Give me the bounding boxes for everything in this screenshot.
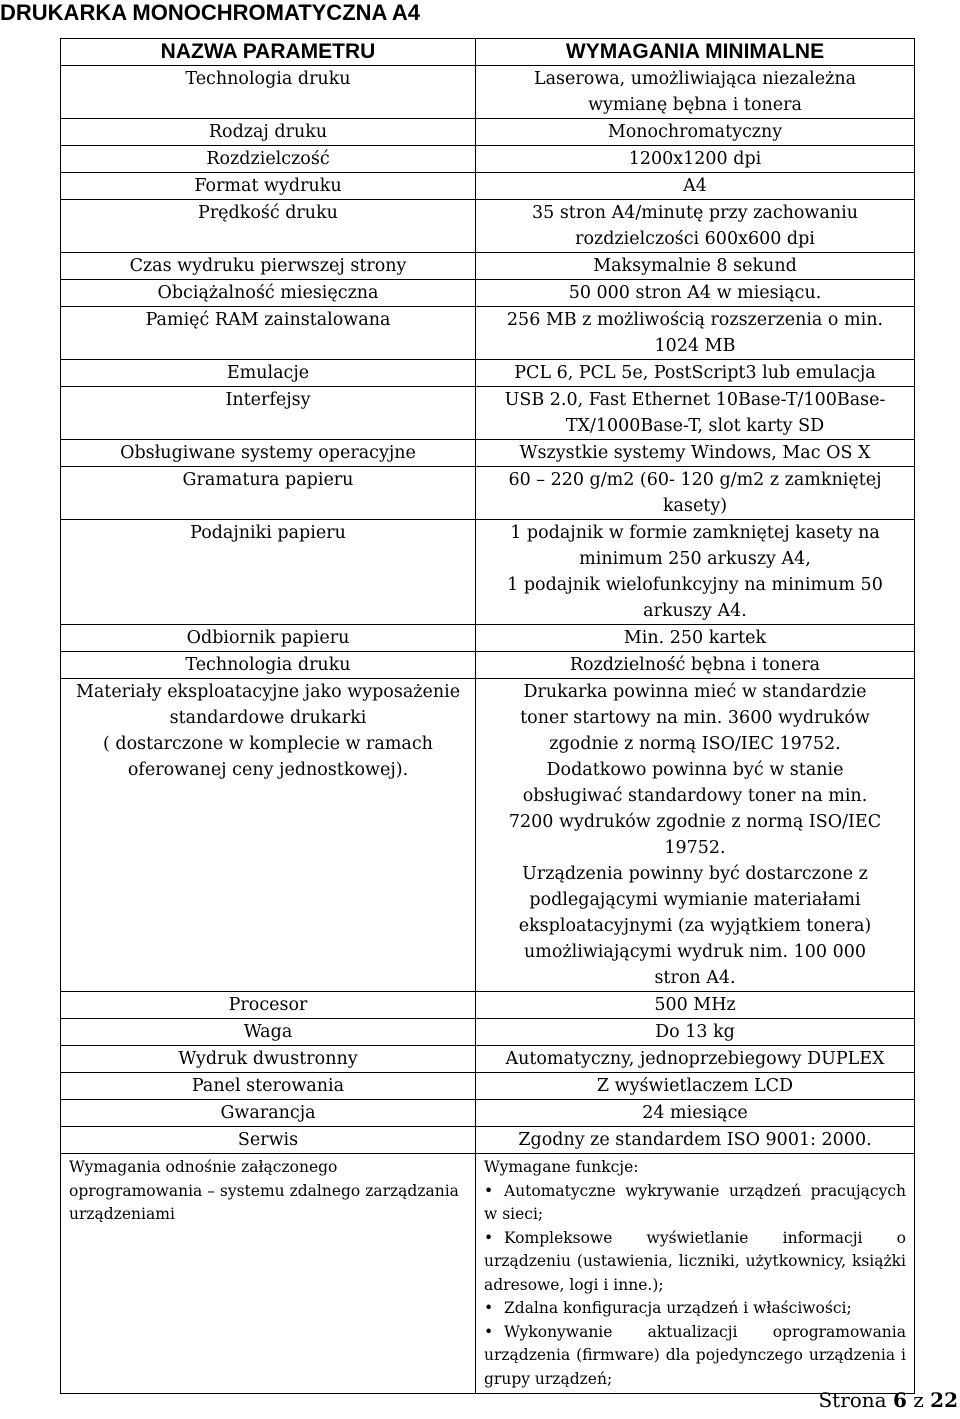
requirement-text: 1 podajnik wielofunkcyjny na minimum 50 bbox=[507, 575, 883, 595]
parameter-text: Interfejsy bbox=[225, 390, 311, 410]
requirement-text: 256 MB z możliwością rozszerzenia o min. bbox=[506, 310, 884, 330]
table-row bbox=[61, 520, 915, 625]
function-text: Zdalna konfiguracja urządzeń i właściwości; bbox=[504, 1299, 852, 1317]
parameter-name-cell bbox=[61, 992, 476, 1019]
function-text: Wykonywanie aktualizacji oprogramowania urządzenia (firmware) dla pojedynczego urządzenia i grupy urządzeń; bbox=[484, 1322, 906, 1388]
parameter-text: Serwis bbox=[237, 1130, 299, 1150]
requirement-text: rozdzielczości 600x600 dpi bbox=[575, 229, 815, 249]
requirements-table bbox=[60, 38, 915, 1394]
parameter-name-cell bbox=[61, 625, 476, 652]
page-total: 22 bbox=[930, 1388, 958, 1412]
requirement-cell bbox=[476, 307, 915, 360]
table-row bbox=[61, 652, 915, 679]
table-row bbox=[61, 387, 915, 440]
parameter-text: Technologia druku bbox=[185, 655, 351, 675]
parameter-text: Pamięć RAM zainstalowana bbox=[145, 310, 391, 330]
parameter-name-cell bbox=[61, 387, 476, 440]
table-row bbox=[61, 146, 915, 173]
requirement-text: toner startowy na min. 3600 wydruków bbox=[520, 708, 870, 728]
parameter-text: Odbiornik papieru bbox=[186, 628, 350, 648]
requirement-cell bbox=[476, 119, 915, 146]
parameter-name-cell bbox=[61, 1046, 476, 1073]
parameter-name-cell bbox=[61, 253, 476, 280]
table-row bbox=[61, 280, 915, 307]
requirement-cell bbox=[476, 992, 915, 1019]
page-number: 6 bbox=[892, 1388, 907, 1412]
requirement-cell bbox=[476, 1046, 915, 1073]
software-requirements-label: Wymagania odnośnie załączonego oprogramowania – systemu zdalnego zarządzania urządzeniami bbox=[61, 1154, 476, 1394]
bullet-icon: • bbox=[484, 1228, 494, 1247]
requirement-cell bbox=[476, 200, 915, 253]
table-row bbox=[61, 307, 915, 360]
parameter-name-cell bbox=[61, 173, 476, 200]
requirement-text: Monochromatyczny bbox=[607, 122, 783, 142]
requirement-text: USB 2.0, Fast Ethernet 10Base-T/100Base- bbox=[504, 390, 886, 410]
table-row bbox=[61, 679, 915, 992]
software-requirements-row bbox=[61, 1154, 915, 1394]
parameter-name-cell bbox=[61, 307, 476, 360]
function-list-item bbox=[484, 1227, 906, 1298]
table-header-row bbox=[61, 39, 915, 66]
requirement-cell bbox=[476, 1100, 915, 1127]
table-row bbox=[61, 1100, 915, 1127]
table-row bbox=[61, 119, 915, 146]
table-row bbox=[61, 253, 915, 280]
requirement-text: obsługiwać standardowy toner na min. bbox=[522, 786, 868, 806]
parameter-text: Materiały eksploatacyjne jako wyposażenie bbox=[75, 682, 461, 702]
table-row bbox=[61, 1127, 915, 1154]
table-row bbox=[61, 467, 915, 520]
bullet-icon: • bbox=[484, 1322, 494, 1341]
requirement-text: Z wyświetlaczem LCD bbox=[596, 1076, 794, 1096]
parameter-text: Obsługiwane systemy operacyjne bbox=[120, 443, 416, 463]
requirement-text: 1024 MB bbox=[654, 336, 736, 356]
requirement-cell bbox=[476, 280, 915, 307]
parameter-name-cell bbox=[61, 280, 476, 307]
requirement-text: Zgodny ze standardem ISO 9001: 2000. bbox=[518, 1130, 872, 1150]
requirement-text: Maksymalnie 8 sekund bbox=[593, 256, 797, 276]
requirement-text: Do 13 kg bbox=[655, 1022, 735, 1042]
requirement-text: Min. 250 kartek bbox=[623, 628, 767, 648]
parameter-name-cell bbox=[61, 1019, 476, 1046]
parameter-name-cell bbox=[61, 679, 476, 992]
parameter-text: Technologia druku bbox=[185, 69, 351, 89]
parameter-text: oferowanej ceny jednostkowej). bbox=[127, 760, 409, 780]
parameter-name-cell bbox=[61, 66, 476, 119]
table-row bbox=[61, 66, 915, 119]
parameter-text: Procesor bbox=[228, 995, 308, 1015]
requirement-cell bbox=[476, 1127, 915, 1154]
requirement-text: 500 MHz bbox=[654, 995, 736, 1015]
parameter-name-cell bbox=[61, 200, 476, 253]
parameter-text: Wydruk dwustronny bbox=[178, 1049, 358, 1069]
requirement-cell bbox=[476, 360, 915, 387]
requirement-text: 24 miesiące bbox=[642, 1103, 748, 1123]
header-parameter-name: NAZWA PARAMETRU bbox=[61, 39, 476, 66]
table-row bbox=[61, 1073, 915, 1100]
function-list-item bbox=[484, 1180, 906, 1227]
requirement-cell bbox=[476, 679, 915, 992]
requirement-text: Dodatkowo powinna być w stanie bbox=[546, 760, 844, 780]
page-label: Strona bbox=[818, 1388, 887, 1412]
table-row bbox=[61, 1046, 915, 1073]
header-minimum-requirements: WYMAGANIA MINIMALNE bbox=[476, 39, 915, 66]
function-text: Kompleksowe wyświetlanie informacji o urządzeniu (ustawienia, liczniki, użytkownicy, książki adresowe, logi i inne.); bbox=[484, 1228, 906, 1294]
requirement-text: podlegającymi wymianie materiałami bbox=[529, 890, 861, 910]
parameter-text: standardowe drukarki bbox=[169, 708, 367, 728]
page-separator: z bbox=[913, 1388, 924, 1412]
requirement-text: kasety) bbox=[662, 496, 728, 516]
requirement-cell bbox=[476, 173, 915, 200]
requirement-text: 19752. bbox=[664, 838, 726, 858]
page-footer bbox=[818, 1388, 958, 1412]
requirement-text: 35 stron A4/minutę przy zachowaniu bbox=[532, 203, 858, 223]
requirement-cell bbox=[476, 387, 915, 440]
functions-title: Wymagane funkcje: bbox=[484, 1158, 639, 1176]
bullet-icon: • bbox=[484, 1299, 494, 1317]
requirement-cell bbox=[476, 625, 915, 652]
table-row bbox=[61, 360, 915, 387]
table-row bbox=[61, 992, 915, 1019]
parameter-name-cell bbox=[61, 520, 476, 625]
parameter-text: Czas wydruku pierwszej strony bbox=[129, 256, 407, 276]
requirement-text: stron A4. bbox=[654, 968, 736, 988]
parameter-text: Gramatura papieru bbox=[182, 470, 354, 490]
parameter-text: Panel sterowania bbox=[191, 1076, 345, 1096]
requirement-text: Laserowa, umożliwiająca niezależna bbox=[533, 69, 857, 89]
table-row bbox=[61, 440, 915, 467]
requirement-text: 7200 wydruków zgodnie z normą ISO/IEC bbox=[508, 812, 882, 832]
parameter-text: Waga bbox=[243, 1022, 293, 1042]
requirement-cell bbox=[476, 520, 915, 625]
parameter-name-cell bbox=[61, 467, 476, 520]
requirement-text: Drukarka powinna mieć w standardzie bbox=[523, 682, 867, 702]
table-row bbox=[61, 1019, 915, 1046]
parameter-name-cell bbox=[61, 652, 476, 679]
requirement-text: Wszystkie systemy Windows, Mac OS X bbox=[519, 443, 871, 463]
requirement-text: 50 000 stron A4 w miesiącu. bbox=[568, 283, 822, 303]
parameter-name-cell bbox=[61, 1073, 476, 1100]
parameter-text: Prędkość druku bbox=[198, 203, 338, 223]
parameter-text: Rodzaj druku bbox=[208, 122, 328, 142]
parameter-text: Gwarancja bbox=[220, 1103, 316, 1123]
function-list-item bbox=[484, 1321, 906, 1392]
requirement-cell bbox=[476, 1073, 915, 1100]
requirement-cell bbox=[476, 467, 915, 520]
requirement-cell bbox=[476, 1019, 915, 1046]
requirement-text: 60 – 220 g/m2 (60- 120 g/m2 z zamkniętej bbox=[508, 470, 882, 490]
parameter-name-cell bbox=[61, 1100, 476, 1127]
function-text: Automatyczne wykrywanie urządzeń pracujących w sieci; bbox=[484, 1181, 906, 1223]
requirement-text: zgodnie z normą ISO/IEC 19752. bbox=[549, 734, 841, 754]
table-row bbox=[61, 173, 915, 200]
requirement-text: wymianę bębna i tonera bbox=[588, 95, 802, 115]
parameter-name-cell bbox=[61, 360, 476, 387]
requirement-text: Rozdzielność bębna i tonera bbox=[569, 655, 821, 675]
bullet-icon: • bbox=[484, 1181, 494, 1200]
requirement-text: TX/1000Base-T, slot karty SD bbox=[565, 416, 825, 436]
parameter-text: Podajniki papieru bbox=[190, 523, 346, 543]
requirement-text: A4 bbox=[683, 176, 707, 196]
requirement-text: umożliwiającymi wydruk nim. 100 000 bbox=[524, 942, 866, 962]
requirement-text: 1 podajnik w formie zamkniętej kasety na bbox=[510, 523, 880, 543]
requirement-text: arkuszy A4. bbox=[643, 601, 747, 621]
parameter-text: Emulacje bbox=[226, 363, 310, 383]
requirement-text: eksploatacyjnymi (za wyjątkiem tonera) bbox=[518, 916, 872, 936]
document-title: DRUKARKA MONOCHROMATYCZNA A4 bbox=[0, 0, 421, 25]
requirement-text: minimum 250 arkuszy A4, bbox=[579, 549, 811, 569]
requirement-cell bbox=[476, 146, 915, 173]
requirement-text: Urządzenia powinny być dostarczone z bbox=[522, 864, 868, 884]
requirement-cell bbox=[476, 440, 915, 467]
requirement-text: PCL 6, PCL 5e, PostScript3 lub emulacja bbox=[514, 363, 876, 383]
table-row bbox=[61, 200, 915, 253]
requirement-cell bbox=[476, 652, 915, 679]
software-functions-cell bbox=[476, 1154, 915, 1394]
parameter-text: Format wydruku bbox=[194, 176, 342, 196]
parameter-text: Obciążalność miesięczna bbox=[157, 283, 379, 303]
parameter-name-cell bbox=[61, 440, 476, 467]
requirement-cell bbox=[476, 253, 915, 280]
parameter-text: ( dostarczone w komplecie w ramach bbox=[103, 734, 433, 754]
requirement-text: 1200x1200 dpi bbox=[628, 149, 762, 169]
requirement-text: Automatyczny, jednoprzebiegowy DUPLEX bbox=[505, 1049, 885, 1069]
parameter-text: Rozdzielczość bbox=[206, 149, 330, 169]
parameter-name-cell bbox=[61, 1127, 476, 1154]
table-row bbox=[61, 625, 915, 652]
requirement-cell bbox=[476, 66, 915, 119]
parameter-name-cell bbox=[61, 119, 476, 146]
function-list-item bbox=[484, 1297, 906, 1321]
parameter-name-cell bbox=[61, 146, 476, 173]
